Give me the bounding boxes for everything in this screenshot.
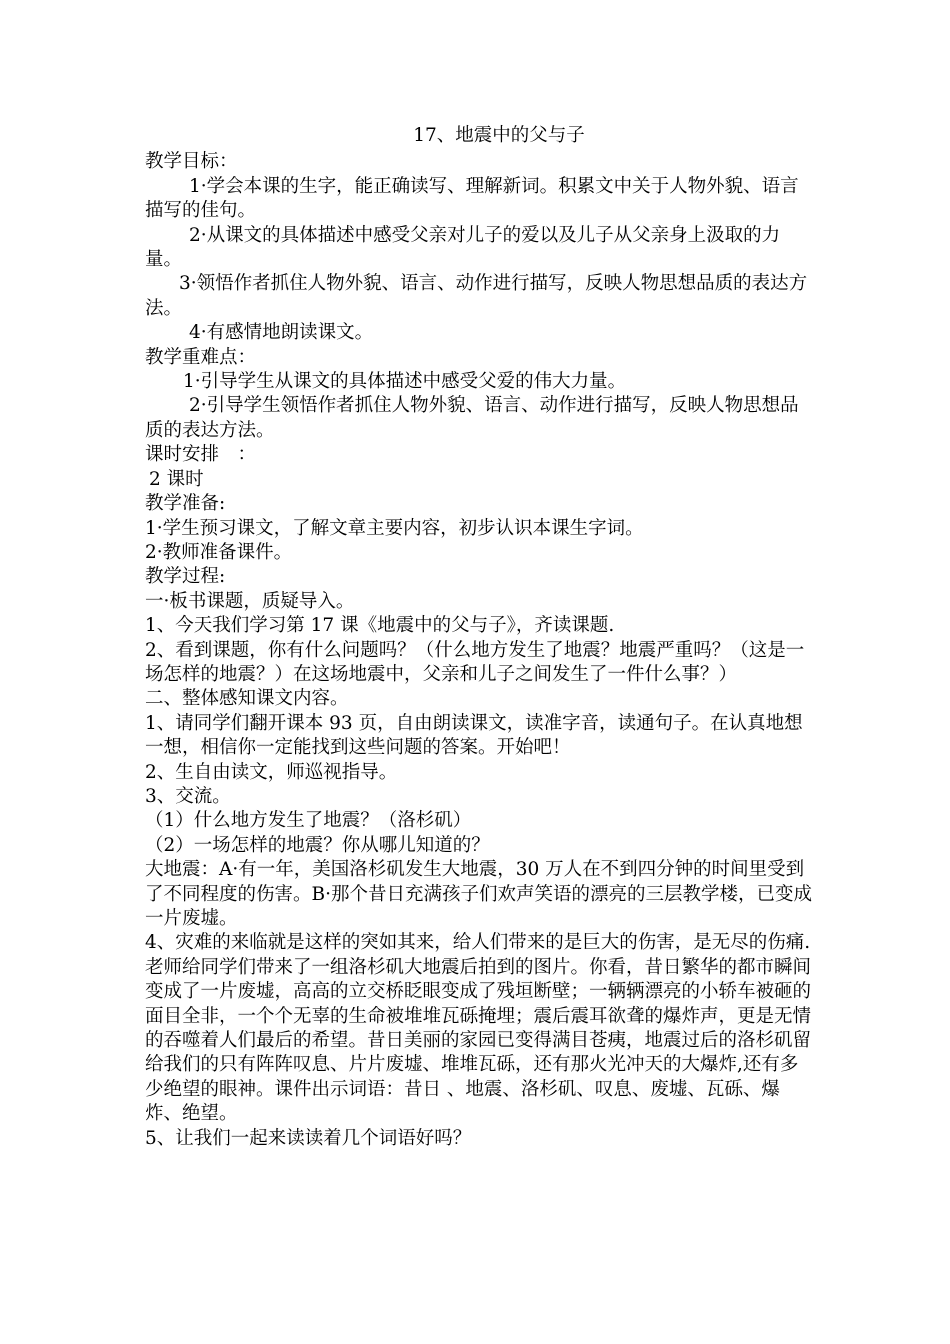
step-2-heading: 二、整体感知课文内容。 [145, 688, 349, 710]
schedule-heading: 课时安排 ： [145, 444, 257, 466]
step-2-item-4: 4、灾难的来临就是这样的突如其来，给人们带来的是巨大的伤害，是无尽的伤痛.老师给同学们带来了一组洛杉矶大地震后拍到的图片。你看，昔日繁华的都市瞬间变成了一片废墟，高高的立交桥眨眼变成了残垣断壁；一辆辆漂亮的小轿车被砸的面目全非，一个个无辜的生命被堆堆瓦砾掩埋；震后震耳欲聋的爆炸声，更是无情的吞噬着人们最后的希望。昔日美丽的家园已变得满目苍痍，地震过后的洛杉矶留给我们的只有阵阵叹息、片片废墟、堆堆瓦砾，还有那火光冲天的大爆炸,还有多少绝望的眼神。课件出示词语：昔日 、地震、洛杉矶、叹息、废墟、瓦砾、爆炸、绝望。 [145, 932, 812, 1125]
key-point-1: 1·引导学生从课文的具体描述中感受父爱的伟大力量。 [183, 371, 627, 393]
goal-item-3: 3·领悟作者抓住人物外貌、语言、动作进行描写，反映人物思想品质的表达方法。 [145, 273, 808, 319]
goals-heading: 教学目标： [145, 151, 238, 173]
goal-item-4: 4·有感情地朗读课文。 [189, 322, 374, 344]
key-points-heading: 教学重难点： [145, 346, 257, 368]
question-2: （2）一场怎样的地震？你从哪儿知道的？ [145, 834, 490, 856]
process-heading: 教学过程: [145, 566, 226, 588]
key-point-2: 2·引导学生领悟作者抓住人物外貌、语言、动作进行描写，反映人物思想品质的表达方法。 [145, 395, 799, 441]
step-2-item-3: 3、交流。 [145, 785, 231, 807]
step-1-item-2: 2、看到课题，你有什么问题吗？（什么地方发生了地震？地震严重吗？（这是一场怎样的地震？）在这场地震中，父亲和儿子之间发生了一件什么事？） [145, 639, 805, 685]
step-2-item-1: 1、请同学们翻开课本 93 页，自由朗读课文，读准字音，读通句子。在认真地想一想，相信你一定能找到这些问题的答案。开始吧！ [145, 712, 803, 759]
preparation-heading: 教学准备: [145, 493, 226, 515]
question-1: （1）什么地方发生了地震？（洛杉矶） [145, 810, 472, 832]
goal-item-2: 2·从课文的具体描述中感受父亲对儿子的爱以及儿子从父亲身上汲取的力量。 [145, 224, 781, 271]
preparation-item-2: 2·教师准备课件。 [145, 541, 293, 563]
step-1-item-1: 1、今天我们学习第 17 课《地震中的父与子》，齐读课题. [145, 615, 615, 637]
document-title: 17、地震中的父与子 [413, 125, 585, 146]
step-2-item-5: 5、让我们一起来读读着几个词语好吗？ [145, 1127, 472, 1149]
step-1-heading: 一·板书课题，质疑导入。 [145, 590, 355, 612]
preparation-item-1: 1·学生预习课文，了解文章主要内容，初步认识本课生字词。 [145, 517, 644, 539]
schedule-value: 2 课时 [149, 468, 204, 490]
goal-item-1: 1·学会本课的生字，能正确读写、理解新词。积累文中关于人物外貌、语言描写的佳句。 [145, 175, 799, 222]
step-2-item-2: 2、生自由读文，师巡视指导。 [145, 761, 398, 783]
document-page [145, 124, 813, 1151]
big-earthquake-paragraph: 大地震：A·有一年，美国洛杉矶发生大地震，30 万人在不到四分钟的时间里受到了不同程度的伤害。B·那个昔日充满孩子们欢声笑语的漂亮的三层教学楼，已变成一片废墟。 [145, 859, 812, 929]
